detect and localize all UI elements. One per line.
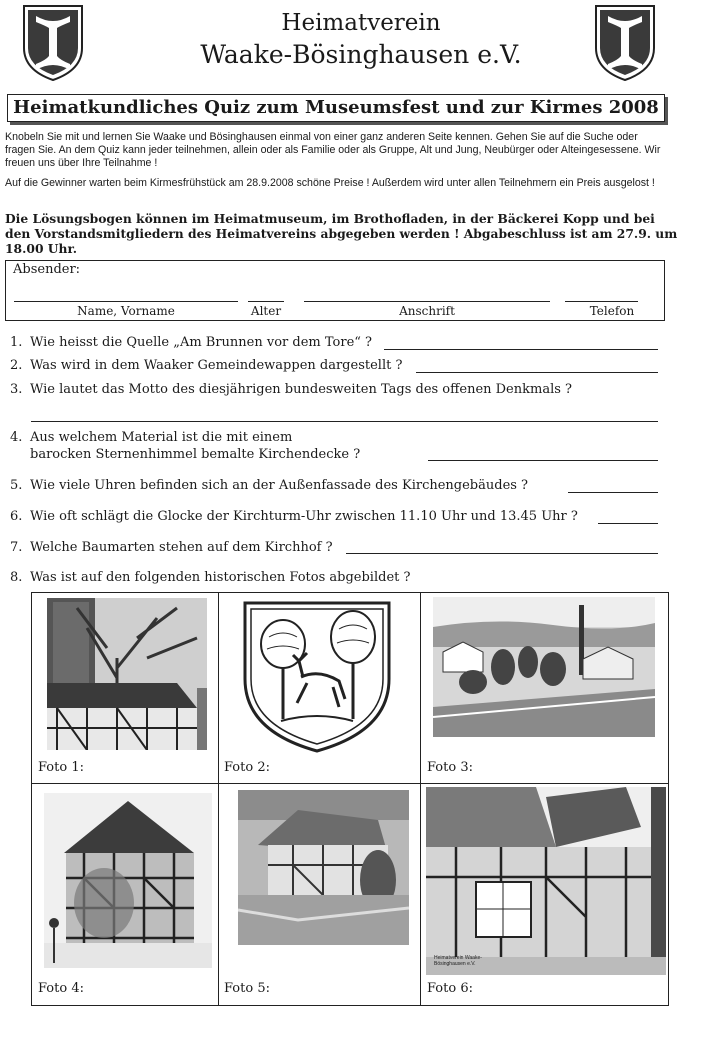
grid-divider — [32, 783, 668, 784]
grid-divider — [420, 593, 421, 1005]
answer-line-2[interactable] — [416, 372, 658, 373]
photo-1-caption: Foto 1: — [38, 760, 84, 775]
photo-6-stamp: Heimatverein Waake-Bösinghausen e.V. — [434, 955, 482, 967]
question-number: 5. — [10, 478, 23, 493]
answer-line-5[interactable] — [568, 492, 658, 493]
answer-line-7[interactable] — [346, 553, 658, 554]
address-field-line[interactable] — [304, 301, 550, 302]
photo-5-farmhouse — [238, 790, 409, 945]
photo-5-caption: Foto 5: — [224, 981, 270, 996]
answer-line-3[interactable] — [31, 421, 658, 422]
name-field-line[interactable] — [14, 301, 238, 302]
question-text: Welche Baumarten stehen auf dem Kirchhof ? — [30, 540, 333, 555]
photo-6-caption: Foto 6: — [427, 981, 473, 996]
grid-divider — [218, 593, 219, 1005]
photo-2-caption: Foto 2: — [224, 760, 270, 775]
question-number: 8. — [10, 570, 23, 585]
photo-4-caption: Foto 4: — [38, 981, 84, 996]
age-field-label: Alter — [250, 304, 282, 318]
question-number: 7. — [10, 540, 23, 555]
question-number: 4. — [10, 430, 23, 445]
quiz-title: Heimatkundliches Quiz zum Museumsfest und zur Kirmes 2008 — [13, 97, 659, 118]
question-number: 2. — [10, 358, 23, 373]
sender-box — [5, 260, 665, 321]
name-field-label: Name, Vorname — [77, 304, 175, 318]
question-text: Was ist auf den folgenden historischen Fotos abgebildet ? — [30, 570, 411, 585]
age-field-line[interactable] — [248, 301, 284, 302]
phone-field-label: Telefon — [589, 304, 635, 318]
quiz-title-box — [7, 94, 665, 122]
question-text: Wie viele Uhren befinden sich an der Außenfassade des Kirchengebäudes ? — [30, 478, 529, 493]
photo-3-caption: Foto 3: — [427, 760, 473, 775]
question-text: Wie lautet das Motto des diesjährigen bundesweiten Tags des offenen Denkmals ? — [30, 382, 573, 397]
photo-2-coat-of-arms — [241, 599, 393, 754]
photo-4-old-house — [44, 793, 212, 968]
question-number: 1. — [10, 335, 23, 350]
question-text: Aus welchem Material ist die mit einem — [30, 430, 293, 445]
answer-line-1[interactable] — [384, 349, 658, 350]
photo-grid — [31, 592, 669, 1006]
question-number: 6. — [10, 509, 23, 524]
sender-label: Absender: — [13, 262, 81, 277]
question-text: Was wird in dem Waaker Gemeindewappen dargestellt ? — [30, 358, 403, 373]
intro-paragraph-1: Knobeln Sie mit und lernen Sie Waake und Bösinghausen einmal von einer ganz anderen Seite kennen. Gehen Sie auf die Suche oder fragen Sie. An dem Quiz kann jeder teilnehmen, allein oder als Familie oder als Gruppe, Alt und Jung, Neubürger oder Alteingesessene. Wir freuen uns über Ihre Teilnahme ! — [5, 131, 661, 169]
question-number: 3. — [10, 382, 23, 397]
photo-6-half-timbered-shop — [426, 787, 666, 975]
question-text: Wie oft schlägt die Glocke der Kirchturm-Uhr zwischen 11.10 Uhr und 13.45 Uhr ? — [30, 509, 578, 524]
intro-paragraph-2: Auf die Gewinner warten beim Kirmesfrühstück am 28.9.2008 schöne Preise ! Außerdem wird unter allen Teilnehmern ein Preis ausgelost ! — [5, 177, 655, 189]
address-field-label: Anschrift — [399, 304, 455, 318]
phone-field-line[interactable] — [565, 301, 638, 302]
photo-3-village-landscape — [433, 597, 655, 737]
org-name-line1: Heimatverein — [281, 10, 441, 36]
submission-note: Die Lösungsbogen können im Heimatmuseum, im Brothofladen, in der Bäckerei Kopp und bei den Vorstandsmitgliedern des Heimatvereins abgegeben werden ! Abgabeschluss ist am 27.9. um 18.00 Uhr. — [5, 211, 678, 256]
answer-line-4[interactable] — [428, 460, 658, 461]
org-name-line2: Waake-Bösinghausen e.V. — [200, 40, 522, 69]
question-text-line2: barocken Sternenhimmel bemalte Kirchendecke ? — [30, 447, 361, 462]
question-text: Wie heisst die Quelle „Am Brunnen vor dem Tore“ ? — [30, 335, 373, 350]
photo-1-half-timbered-house — [47, 598, 207, 750]
answer-line-6[interactable] — [598, 523, 658, 524]
